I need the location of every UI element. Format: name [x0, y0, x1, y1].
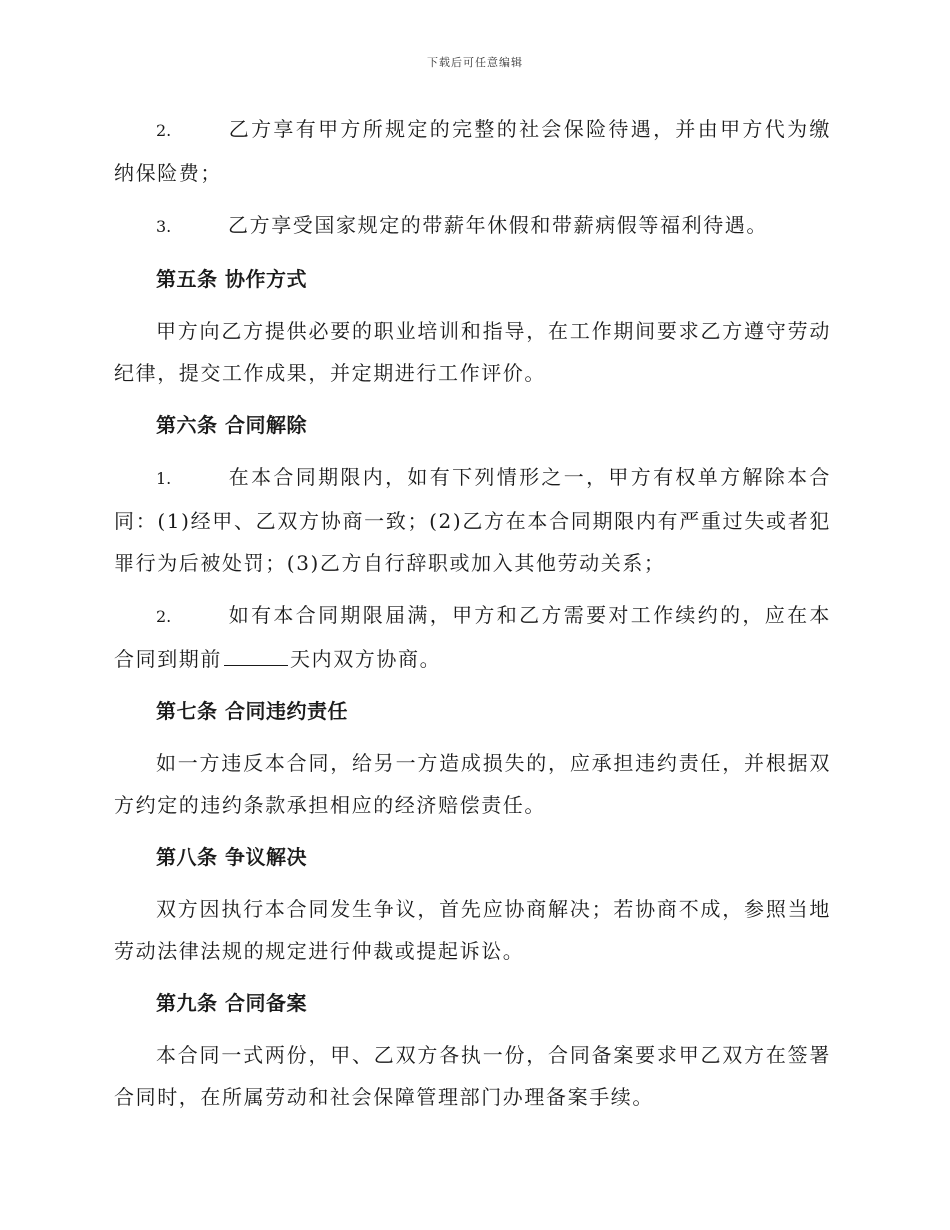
item-number: 1. — [156, 469, 172, 488]
item-number: 2. — [156, 607, 172, 626]
item-number: 2. — [156, 121, 172, 140]
item-text-after-blank: 天内双方协商。 — [290, 647, 442, 671]
clause-4-item-2 — [114, 108, 831, 194]
item-text: 乙方享受国家规定的带薪年休假和带薪病假等福利待遇。 — [228, 213, 768, 237]
item-number: 3. — [156, 217, 172, 236]
article-5-body: 甲方向乙方提供必要的职业培训和指导，在工作期间要求乙方遵守劳动纪律，提交工作成果，并定期进行工作评价。 — [114, 319, 831, 385]
item-text: 乙方享有甲方所规定的完整的社会保险待遇，并由甲方代为缴纳保险费； — [114, 117, 831, 185]
article-8-body: 双方因执行本合同发生争议，首先应协商解决；若协商不成，参照当地劳动法律法规的规定进行仲裁或提起诉讼。 — [114, 897, 831, 963]
page-header: 下载后可任意编辑 — [427, 56, 523, 69]
item-text-before-blank: 如有本合同期限届满，甲方和乙方需要对工作续约的，应在本合同到期前 — [114, 603, 831, 671]
article-7-body: 如一方违反本合同，给另一方造成损失的，应承担违约责任，并根据双方约定的违约条款承担相应的经济赔偿责任。 — [114, 751, 831, 817]
article-5-heading: 第五条 协作方式 — [156, 267, 307, 291]
article-7-heading: 第七条 合同违约责任 — [156, 699, 348, 723]
article-8-heading: 第八条 争议解决 — [156, 845, 307, 869]
article-6-item-1 — [114, 456, 831, 584]
item-text: 在本合同期限内，如有下列情形之一，甲方有权单方解除本合同：(1)经甲、乙双方协商一致；(2)乙方在本合同期限内有严重过失或者犯罪行为后被处罚；(3)乙方自行辞职或加入其他劳动关系； — [114, 465, 831, 575]
document-body — [114, 108, 831, 1128]
article-9-body: 本合同一式两份，甲、乙双方各执一份，合同备案要求甲乙双方在签署合同时，在所属劳动和社会保障管理部门办理备案手续。 — [114, 1043, 831, 1109]
article-9-heading: 第九条 合同备案 — [156, 991, 307, 1015]
article-6-heading: 第六条 合同解除 — [156, 413, 307, 437]
fill-in-blank — [224, 647, 288, 666]
article-6-item-2 — [114, 594, 831, 680]
clause-4-item-3 — [114, 204, 831, 248]
